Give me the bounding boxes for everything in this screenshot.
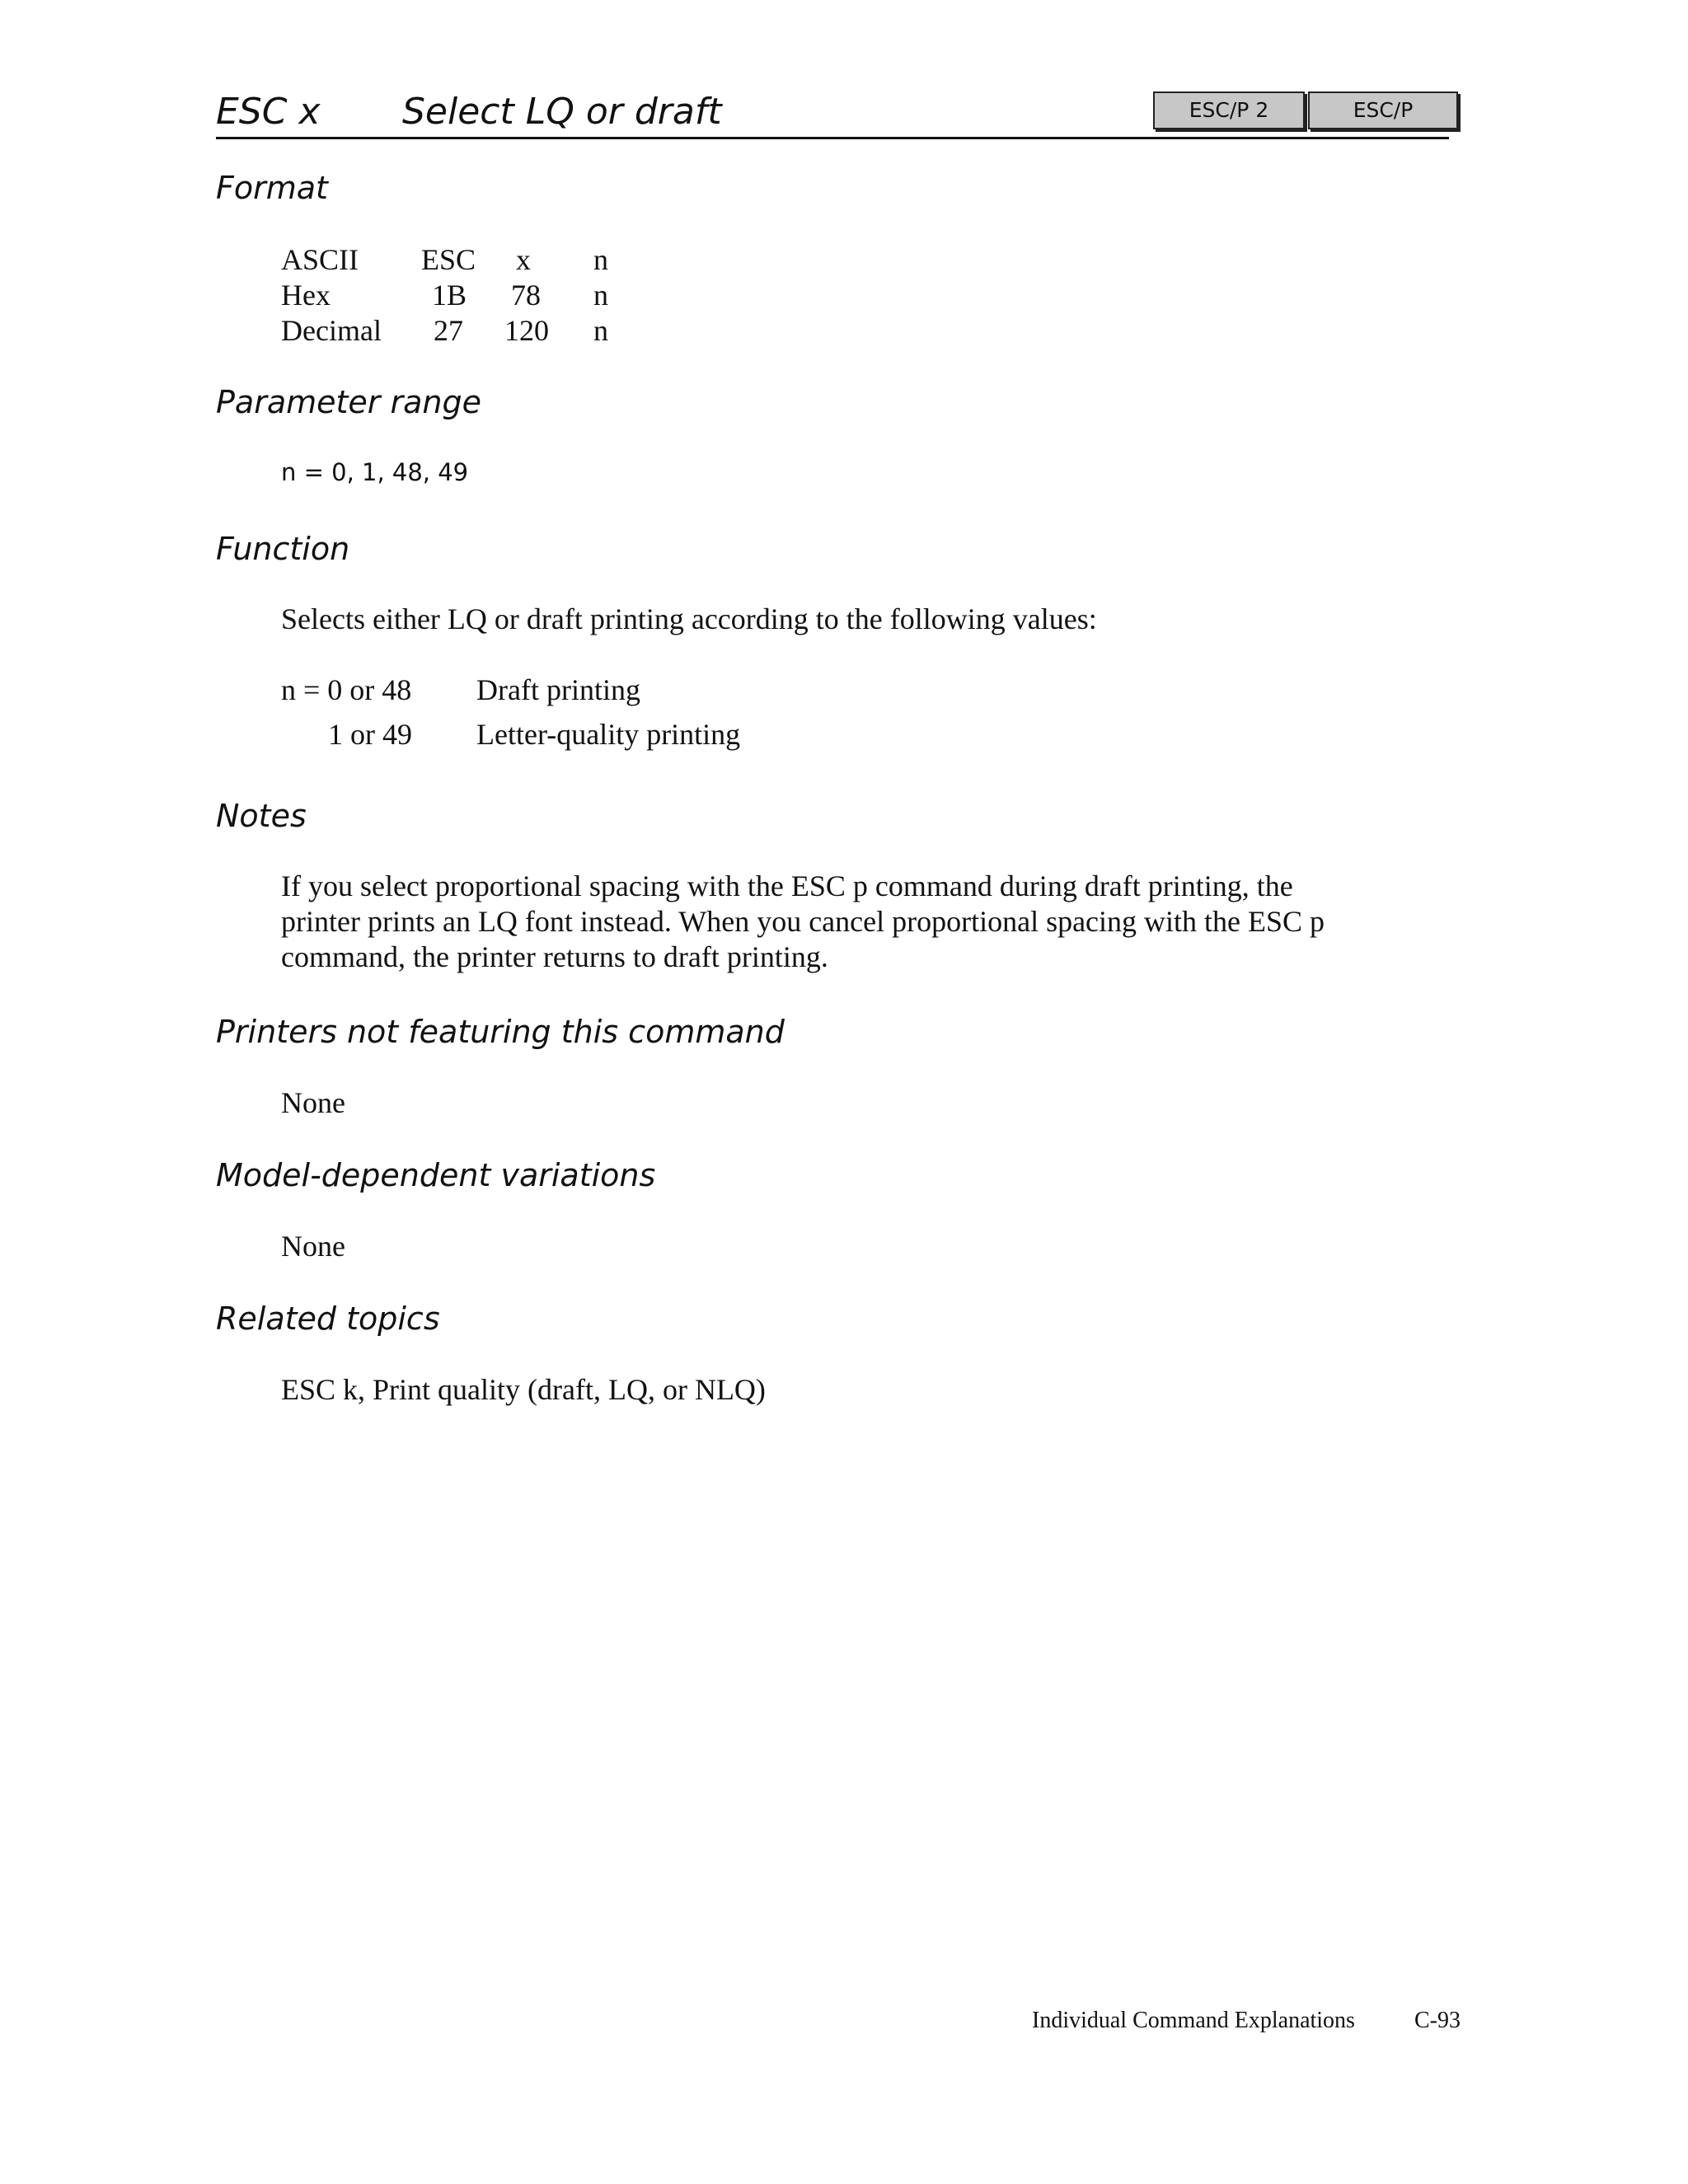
format-decimal-col2: 120 xyxy=(504,314,549,347)
format-ascii-col1: ESC xyxy=(421,243,476,276)
notes-line: printer prints an LQ font instead. When you cancel proportional spacing with the ESC p xyxy=(281,905,1325,938)
format-ascii-col3: n xyxy=(593,243,608,276)
footer-section-title: Individual Command Explanations xyxy=(1032,2008,1355,2033)
parameter-range-text: n = 0, 1, 48, 49 xyxy=(281,458,469,486)
model-dependent-text: None xyxy=(281,1230,345,1263)
format-ascii-col2: x xyxy=(516,243,531,276)
page-header xyxy=(216,84,1449,139)
function-value-draft: Draft printing xyxy=(476,673,640,706)
notes-heading: Notes xyxy=(216,798,307,834)
printers-not-featuring-heading: Printers not featuring this command xyxy=(216,1014,785,1050)
format-label-ascii: ASCII xyxy=(281,243,359,276)
function-value-n-draft: n = 0 or 48 xyxy=(281,673,412,706)
notes-line: command, the printer returns to draft printing. xyxy=(281,940,828,973)
related-topics-link[interactable]: ESC k, Print quality (draft, LQ, or NLQ) xyxy=(281,1373,766,1406)
function-value-lq: Letter-quality printing xyxy=(476,718,741,751)
badge-escp: ESC/P xyxy=(1308,91,1458,129)
parameter-range-heading: Parameter range xyxy=(216,384,481,420)
command-code: ESC x xyxy=(216,91,321,133)
format-decimal-col3: n xyxy=(593,314,608,347)
format-hex-col3: n xyxy=(593,279,608,312)
format-hex-col2: 78 xyxy=(511,279,541,312)
format-label-hex: Hex xyxy=(281,279,331,312)
format-hex-col1: 1B xyxy=(432,279,467,312)
footer-page-number: C-93 xyxy=(1414,2008,1461,2033)
notes-line: If you select proportional spacing with the ESC p command during draft printing, the xyxy=(281,869,1293,902)
related-topics-heading: Related topics xyxy=(216,1301,440,1337)
function-intro: Selects either LQ or draft printing according to the following values: xyxy=(281,602,1097,635)
model-dependent-heading: Model-dependent variations xyxy=(216,1157,656,1193)
command-title: Select LQ or draft xyxy=(402,91,722,133)
format-decimal-col1: 27 xyxy=(434,314,463,347)
badge-escp2: ESC/P 2 xyxy=(1153,91,1305,129)
function-value-n-lq: 1 or 49 xyxy=(328,718,412,751)
printers-not-featuring-text: None xyxy=(281,1086,345,1119)
format-heading: Format xyxy=(216,170,328,206)
function-heading: Function xyxy=(216,531,350,567)
format-label-decimal: Decimal xyxy=(281,314,382,347)
